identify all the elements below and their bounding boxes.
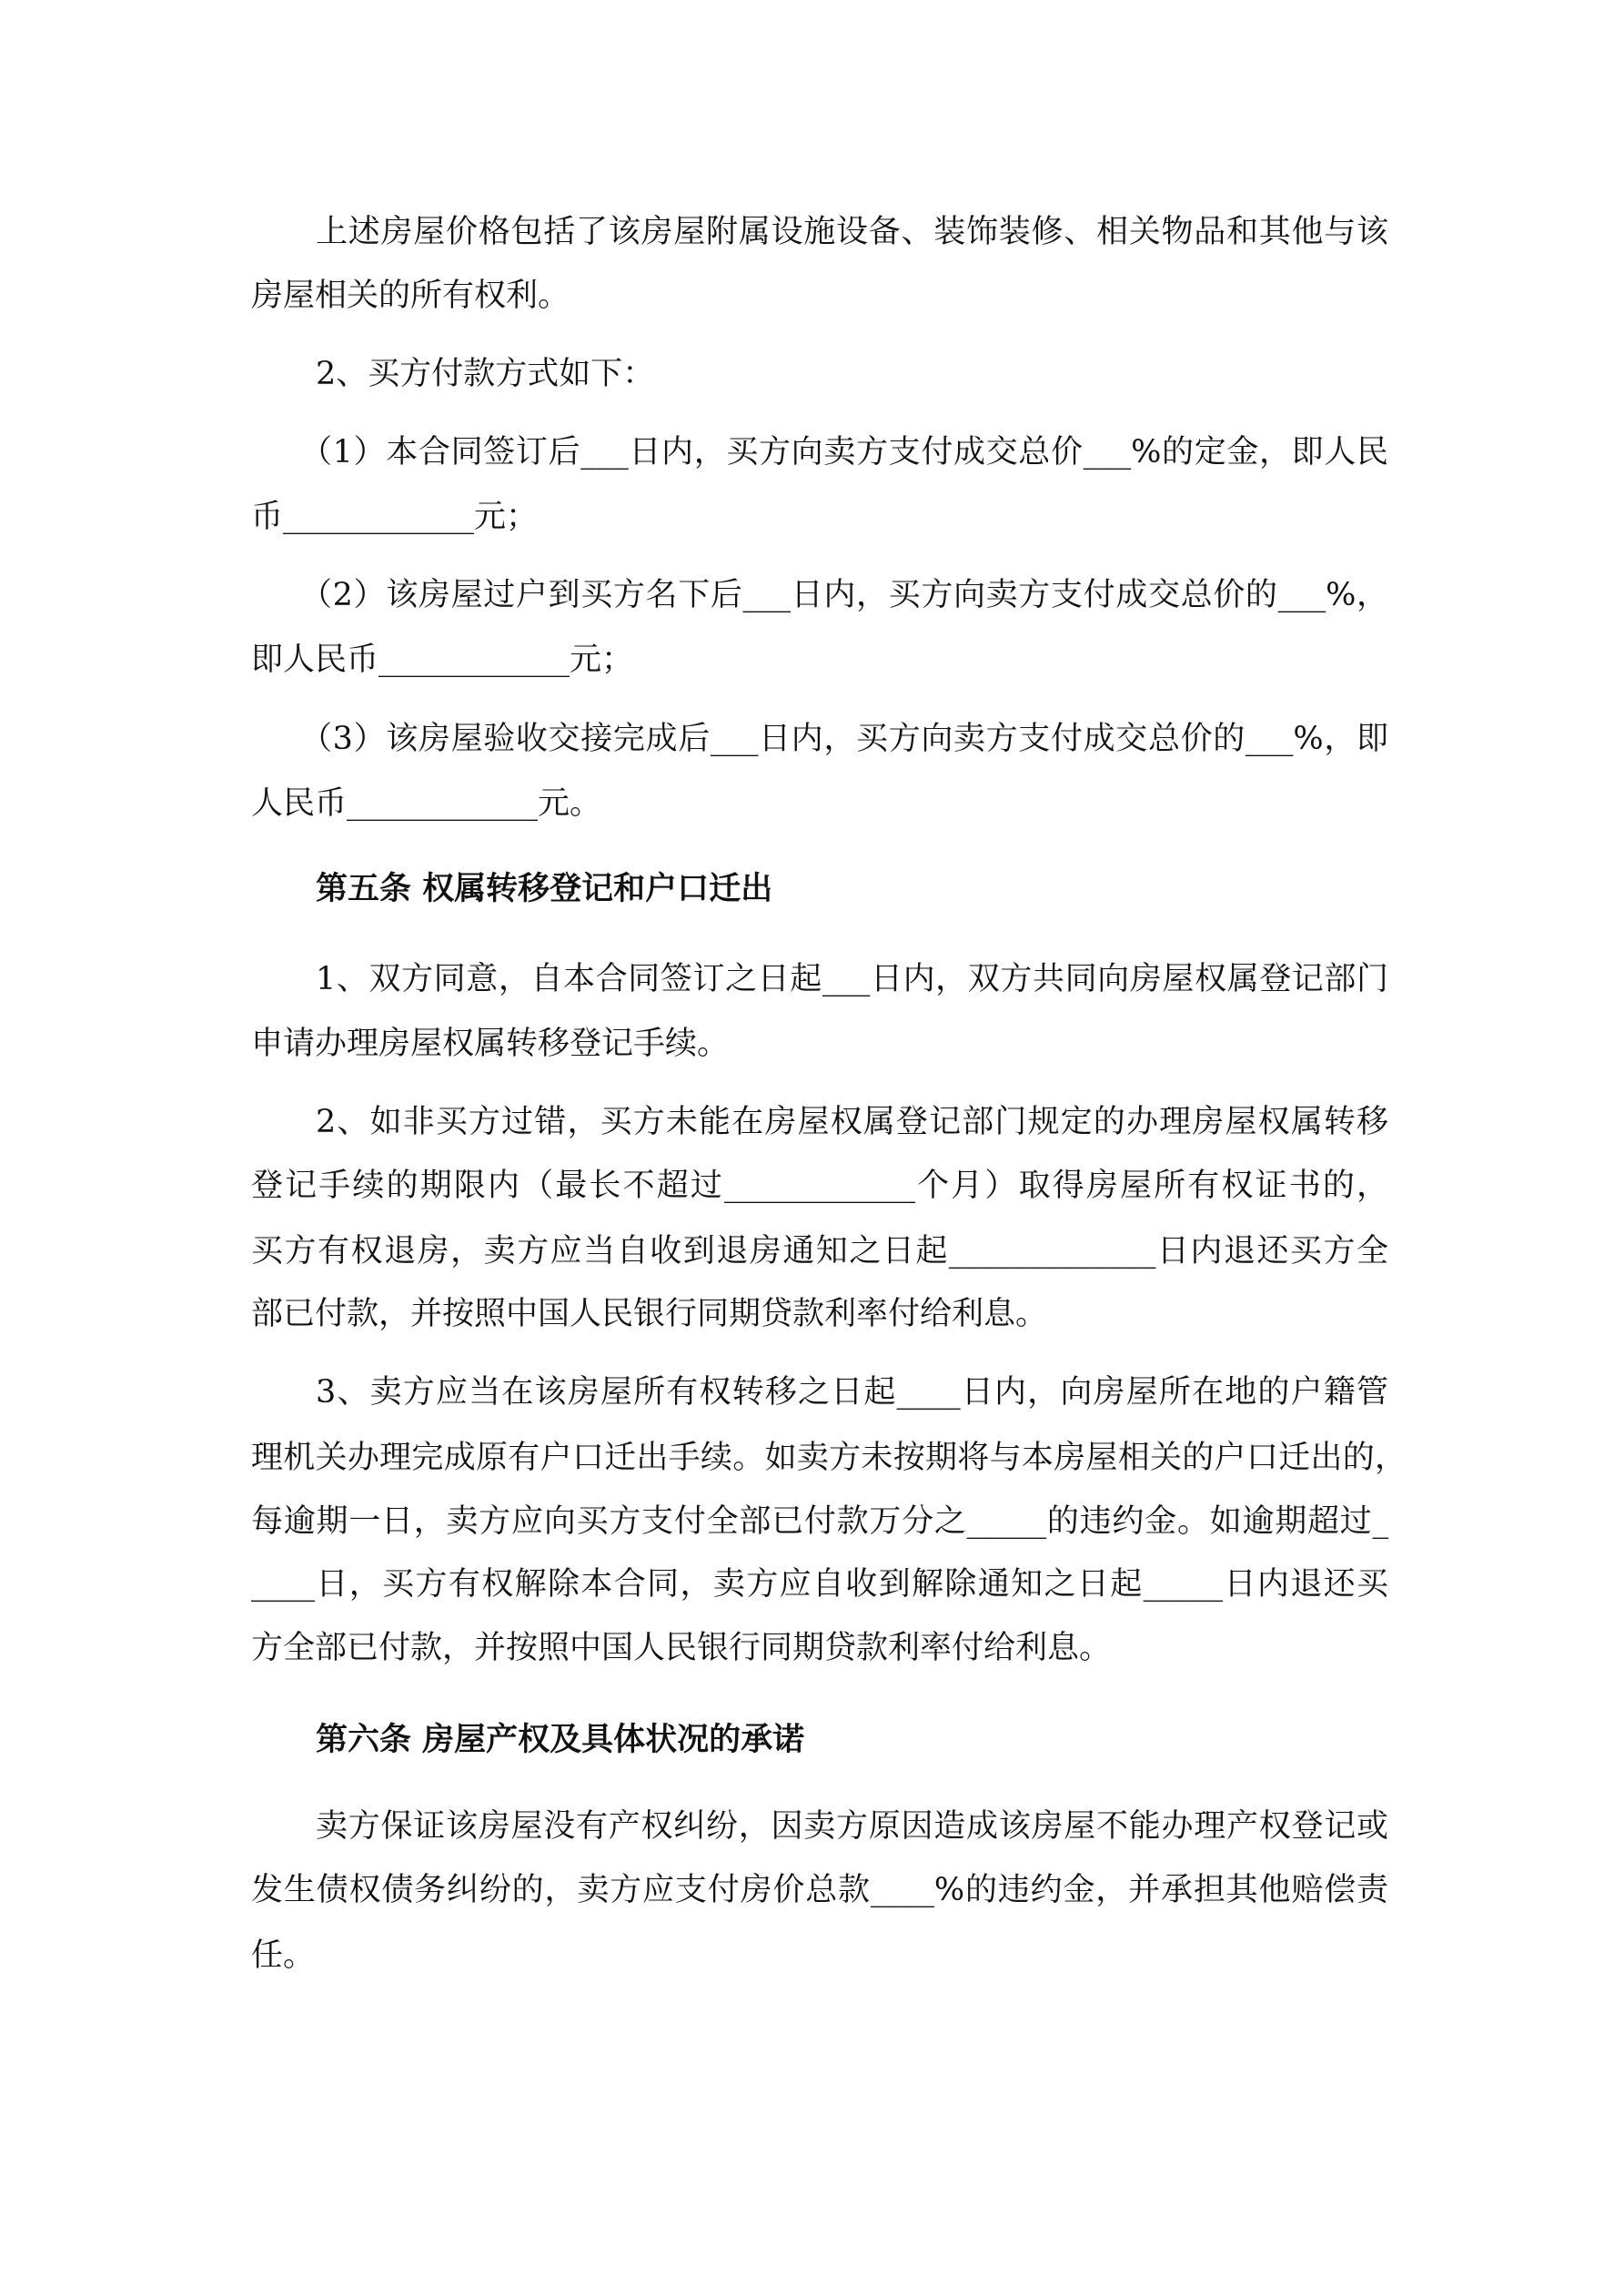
- paragraph-line: 即人民币____________元；: [251, 642, 634, 678]
- paragraph-line: ____日，买方有权解除本合同，卖方应自收到解除通知之日起_____日内退还买: [251, 1566, 1388, 1603]
- paragraph-line: 买方有权退房，卖方应当自收到退房通知之日起_____________日内退还买方全: [251, 1233, 1388, 1269]
- paragraph-line: 3、卖方应当在该房屋所有权转移之日起____日内，向房屋所在地的户籍管: [316, 1374, 1388, 1411]
- paragraph-line: 2、买方付款方式如下：: [316, 356, 655, 392]
- paragraph-line: 上述房屋价格包括了该房屋附属设施设备、装饰装修、相关物品和其他与该: [316, 214, 1388, 250]
- paragraph-line: 人民币____________元。: [251, 785, 602, 822]
- paragraph-line: 2、如非买方过错，买方未能在房屋权属登记部门规定的办理房屋权属转移: [316, 1104, 1388, 1140]
- paragraph-line: （1）本合同签订后___日内，买方向卖方支付成交总价___%的定金，即人民: [300, 434, 1388, 470]
- paragraph-line: 发生债权债务纠纷的，卖方应支付房价总款____%的违约金，并承担其他赔偿责: [251, 1872, 1388, 1908]
- paragraph-line: 理机关办理完成原有户口迁出手续。如卖方未按期将与本房屋相关的户口迁出的，: [251, 1440, 1407, 1476]
- section-heading: 第六条 房屋产权及具体状况的承诺: [316, 1722, 805, 1758]
- paragraph-line: （3）该房屋验收交接完成后___日内，买方向卖方支付成交总价的___%，即: [300, 721, 1388, 757]
- paragraph-line: 方全部已付款，并按照中国人民银行同期贷款利率付给利息。: [251, 1630, 1112, 1666]
- paragraph-line: 卖方保证该房屋没有产权纠纷，因卖方原因造成该房屋不能办理产权登记或: [316, 1808, 1388, 1845]
- paragraph-line: 币____________元；: [251, 499, 539, 535]
- paragraph-line: 房屋相关的所有权利。: [251, 278, 570, 314]
- paragraph-line: （2）该房屋过户到买方名下后___日内，买方向卖方支付成交总价的___%，: [300, 577, 1388, 613]
- paragraph-line: 登记手续的期限内（最长不超过____________个月）取得房屋所有权证书的，: [251, 1168, 1388, 1204]
- section-heading: 第五条 权属转移登记和户口迁出: [316, 871, 773, 907]
- paragraph-line: 任。: [251, 1937, 316, 1974]
- paragraph-line: 申请办理房屋权属转移登记手续。: [251, 1026, 730, 1062]
- paragraph-line: 部已付款，并按照中国人民银行同期贷款利率付给利息。: [251, 1296, 1048, 1332]
- paragraph-line: 1、双方同意，自本合同签订之日起___日内，双方共同向房屋权属登记部门: [316, 961, 1388, 997]
- paragraph-line: 每逾期一日，卖方应向买方支付全部已付款万分之_____的违约金。如逾期超过_: [251, 1503, 1388, 1540]
